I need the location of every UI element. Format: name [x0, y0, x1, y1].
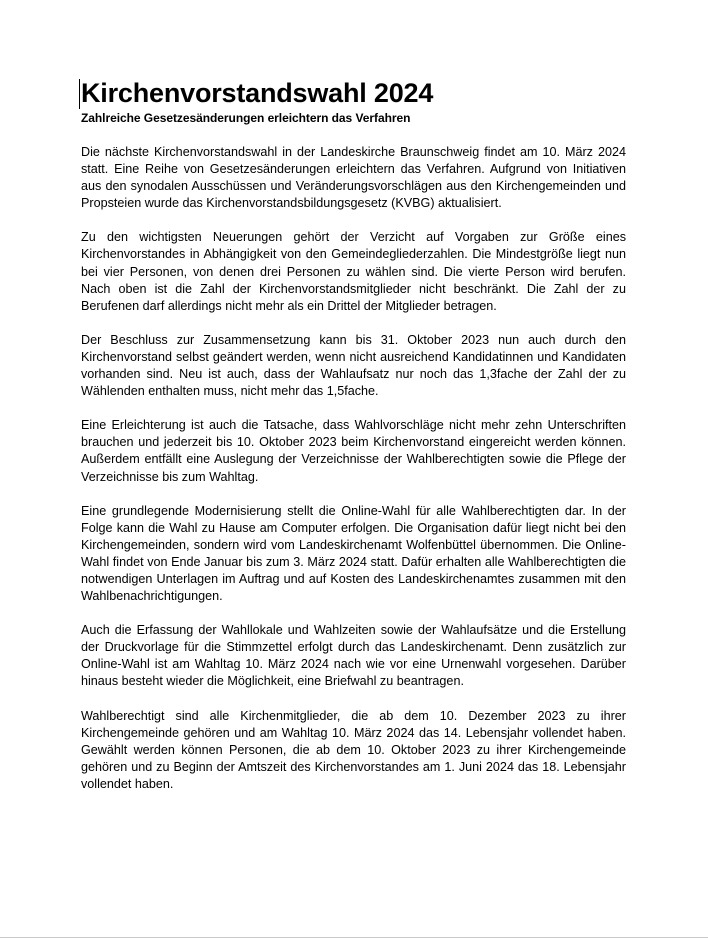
article-body — [81, 144, 626, 793]
page-subtitle: Zahlreiche Gesetzesänderungen erleichtern das Verfahren — [81, 111, 411, 125]
paragraph: Auch die Erfassung der Wahllokale und Wahlzeiten sowie der Wahlaufsätze und die Erstellung der Druckvorlage für die Stimmzettel erfolgt durch das Landeskirchenamt. Denn zusätzlich zur Online-Wahl ist am Wahltag 10. März 2024 nach wie vor eine Urnenwahl vorgesehen. Darüber hinaus besteht wieder die Möglichkeit, eine Briefwahl zu beantragen. — [81, 623, 626, 689]
text-caret — [79, 79, 80, 109]
paragraph: Die nächste Kirchenvorstandswahl in der Landeskirche Braunschweig findet am 10. März 2024 statt. Eine Reihe von Gesetzesänderungen erleichtern das Verfahren. Aufgrund von Initiativen aus den synodalen Ausschüssen und Veränderungsvorschlägen aus den Kirchengemeinden und Propsteien wurde das Kirchenvorstandsbildungsgesetz (KVBG) aktualisiert. — [81, 145, 626, 211]
document-content — [81, 78, 626, 793]
paragraph: Der Beschluss zur Zusammensetzung kann bis 31. Oktober 2023 nun auch durch den Kirchenvorstand selbst geändert werden, wenn nicht ausreichend Kandidatinnen und Kandidaten vorhanden sind. Neu ist auch, dass der Wahlaufsatz nur noch das 1,3fache der Zahl der zu Wählenden enthalten muss, nicht mehr das 1,5fache. — [81, 332, 626, 399]
page-title: Kirchenvorstandswahl 2024 — [81, 78, 434, 108]
paragraph: Wahlberechtigt sind alle Kirchenmitglieder, die ab dem 10. Dezember 2023 zu ihrer Kirchengemeinde gehören und am Wahltag 10. März 2024 das 14. Lebensjahr vollendet haben. Gewählt werden können Personen, die ab dem 10. Oktober 2023 zu ihrer Kirchengemeinde gehören und zu Beginn der Amtszeit des Kirchenvorstandes am 1. Juni 2024 das 18. Lebensjahr vollendet haben. — [81, 708, 626, 791]
paragraph: Eine Erleichterung ist auch die Tatsache, dass Wahlvorschläge nicht mehr zehn Unterschriften brauchen und jederzeit bis 10. Oktober 2023 beim Kirchenvorstand eingereicht werden können. Außerdem entfällt eine Auslegung der Verzeichnisse der Wahlberechtigten sowie die Pflege der Verzeichnisse bis zum Wahltag. — [81, 418, 626, 484]
paragraph: Eine grundlegende Modernisierung stellt die Online-Wahl für alle Wahlberechtigten dar. In der Folge kann die Wahl zu Hause am Computer erfolgen. Die Organisation dafür liegt nicht bei den Kirchengemeinden, sondern wird vom Landeskirchenamt Wolfenbüttel übernommen. Die Online-Wahl findet von Ende Januar bis zum 3. März 2024 statt. Dafür erhalten alle Wahlberechtigten die notwendigen Unterlagen im Auftrag und auf Kosten des Landeskirchenamtes zusammen mit den Wahlbenachrichtigungen. — [81, 503, 626, 604]
title-row — [81, 78, 626, 108]
paragraph: Zu den wichtigsten Neuerungen gehört der Verzicht auf Vorgaben zur Größe eines Kirchenvorstandes in Abhängigkeit von den Gemeindegliederzahlen. Die Mindestgröße liegt nun bei vier Personen, von denen drei Personen zu wählen sind. Die vierte Person wird berufen. Nach oben ist die Zahl der Kirchenvorstandsmitglieder nicht beschränkt. Die Zahl der zu Berufenen darf allerdings nicht mehr als ein Drittel der Mitglieder betragen. — [81, 230, 626, 313]
